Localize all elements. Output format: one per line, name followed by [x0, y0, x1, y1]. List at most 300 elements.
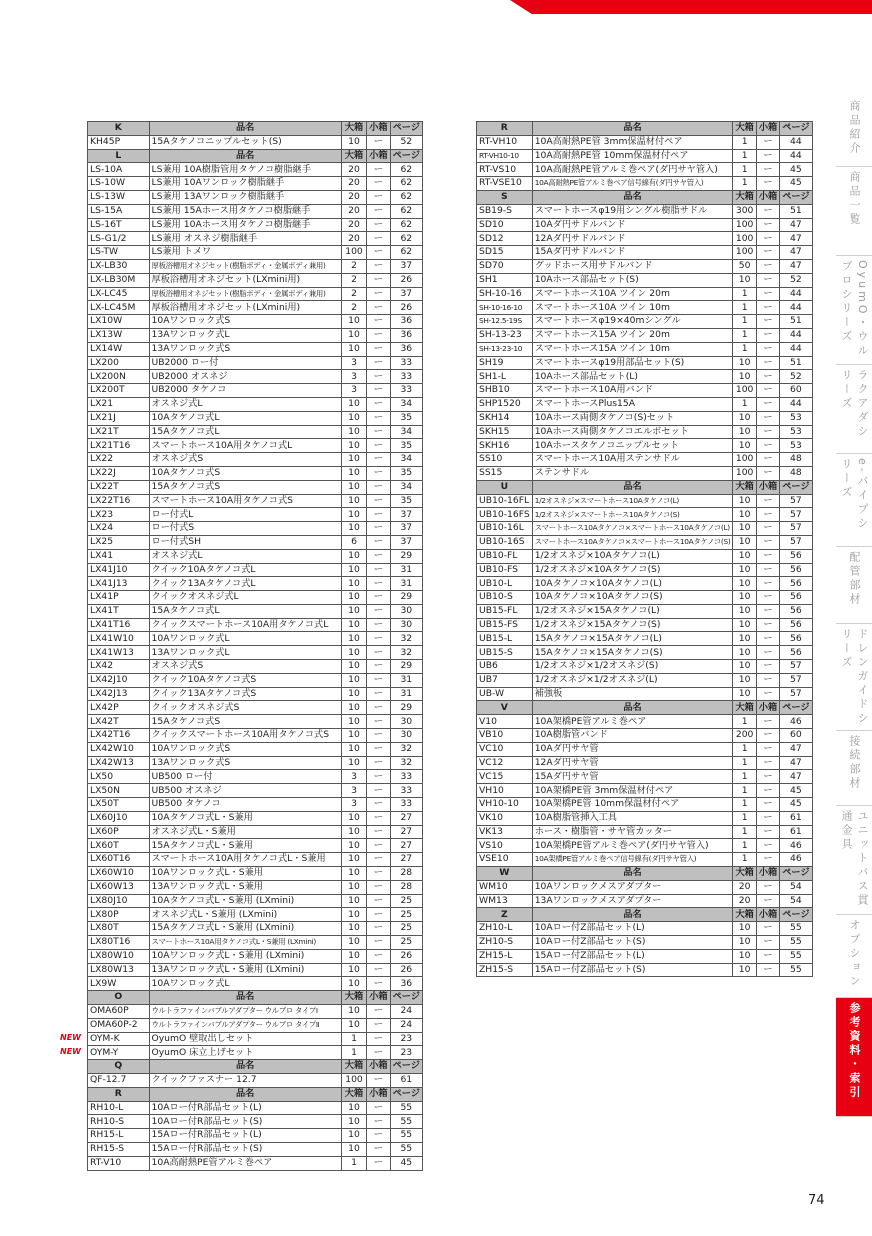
big-box-qty: 10 [341, 687, 366, 701]
page-ref: 57 [780, 494, 812, 508]
product-code: SH-13-23-10 [477, 342, 533, 356]
product-code: UB10-S [477, 591, 533, 605]
product-code: LX22T [88, 480, 150, 494]
page-ref: 54 [780, 894, 812, 908]
page-ref: 33 [390, 798, 422, 812]
product-name: オスネジ式S [149, 453, 341, 467]
product-name: UB500 ロー付 [149, 770, 341, 784]
page-ref: 57 [780, 522, 812, 536]
product-name: 10A高耐熱PE管アルミ巻ペア [149, 1156, 341, 1170]
big-box-qty: 100 [341, 1073, 366, 1087]
product-name: 10A架橋PE管 3mm保温材付ペア [532, 784, 733, 798]
product-name: クイック10Aタケノコ式L [149, 563, 341, 577]
product-code: UB15-FL [477, 604, 533, 618]
product-name: 10Aタケノコ式S [149, 466, 341, 480]
small-box-qty: ー [367, 1005, 390, 1019]
product-code: UB15-L [477, 632, 533, 646]
small-box-qty: ー [367, 549, 390, 563]
section-header-k [88, 122, 423, 136]
product-code: UB10-16L [477, 522, 533, 536]
product-code: UB7 [477, 673, 533, 687]
product-code: VB10 [477, 729, 533, 743]
big-box-qty: 10 [733, 508, 756, 522]
product-name: スマートホースφ19×40mシングル [532, 315, 733, 329]
product-name: LS兼用 トメワ [149, 246, 341, 260]
big-box-qty: 10 [341, 673, 366, 687]
big-box-qty: 10 [341, 425, 366, 439]
table-row [88, 549, 423, 563]
product-name: 10A架橋PE管アルミ巻ペア(ダ円サヤ管入) [532, 839, 733, 853]
product-name: 10Aダ円サドルバンド [532, 218, 733, 232]
side-tab[interactable] [836, 365, 872, 454]
product-name: OyumO 床立上げセット [149, 1046, 341, 1060]
page-ref: 32 [390, 742, 422, 756]
page-ref: 55 [390, 1129, 422, 1143]
product-name: 1/2オスネジ×10Aタケノコ(L) [532, 549, 733, 563]
page-ref: 56 [780, 549, 812, 563]
product-code: UB10-FL [477, 549, 533, 563]
column-header-big-box: 大箱 [341, 1087, 366, 1101]
table-row [477, 853, 813, 867]
side-tab[interactable] [836, 547, 872, 624]
side-tab-label: 商品一覧 [848, 171, 861, 227]
product-code: LX42J13 [88, 687, 150, 701]
big-box-qty: 1 [733, 742, 756, 756]
product-name: 12Aダ円サヤ管 [532, 756, 733, 770]
product-code: LS-16T [88, 218, 150, 232]
page-ref: 46 [780, 853, 812, 867]
product-code: LX60W13 [88, 880, 150, 894]
table-row [88, 1073, 423, 1087]
page-ref: 52 [780, 273, 812, 287]
product-name: 13Aワンロックメスアダプター [532, 894, 733, 908]
table-row [88, 1005, 423, 1019]
table-row [88, 908, 423, 922]
big-box-qty: 10 [341, 867, 366, 881]
page-ref: 47 [780, 756, 812, 770]
small-box-qty: ー [756, 577, 779, 591]
product-code: UB10-FS [477, 563, 533, 577]
big-box-qty: 100 [733, 218, 756, 232]
small-box-qty: ー [367, 660, 390, 674]
product-name: オスネジ式L・S兼用 (LXmini) [149, 908, 341, 922]
section-header-z [477, 908, 813, 922]
product-code: SH-13-23 [477, 328, 533, 342]
product-name: 15Aダ円サヤ管 [532, 770, 733, 784]
big-box-qty: 1 [341, 1156, 366, 1170]
big-box-qty: 20 [341, 190, 366, 204]
small-box-qty: ー [756, 177, 779, 191]
big-box-qty: 10 [341, 646, 366, 660]
product-code: LX-LC45M [88, 301, 150, 315]
column-header-big-box: 大箱 [733, 480, 756, 494]
big-box-qty: 10 [341, 1101, 366, 1115]
product-code: VK13 [477, 825, 533, 839]
product-name: 10Aホースタケノコニップルセット [532, 439, 733, 453]
big-box-qty: 10 [733, 370, 756, 384]
product-name: 10A高耐熱PE管 3mm保温材付ペア [532, 135, 733, 149]
column-header-name: 品名 [149, 1087, 341, 1101]
side-tab-label: ユニットバス貫通金具 [840, 810, 869, 908]
product-code: ZH10-S [477, 936, 533, 950]
product-name: クイック13Aタケノコ式S [149, 687, 341, 701]
table-row [88, 163, 423, 177]
page-ref: 44 [780, 301, 812, 315]
small-box-qty: ー [756, 825, 779, 839]
table-row [88, 1115, 423, 1129]
product-code: LS-G1/2 [88, 232, 150, 246]
big-box-qty: 10 [733, 632, 756, 646]
product-code: LX200N [88, 370, 150, 384]
side-tab[interactable] [836, 256, 872, 365]
product-code: LX80J10 [88, 894, 150, 908]
table-row [477, 273, 813, 287]
big-box-qty: 10 [341, 880, 366, 894]
product-code: LX23 [88, 508, 150, 522]
product-name: ロー付式S [149, 522, 341, 536]
page-ref: 34 [390, 453, 422, 467]
page-ref: 25 [390, 936, 422, 950]
big-box-qty: 10 [733, 494, 756, 508]
column-header-name: 品名 [532, 122, 733, 136]
small-box-qty: ー [367, 1115, 390, 1129]
table-row [88, 453, 423, 467]
page-ref: 44 [780, 135, 812, 149]
small-box-qty: ー [367, 328, 390, 342]
table-row [477, 259, 813, 273]
page-ref: 45 [390, 1156, 422, 1170]
page-ref: 31 [390, 577, 422, 591]
product-code: RT-VSE10 [477, 177, 533, 191]
big-box-qty: 20 [341, 177, 366, 191]
page-ref: 57 [780, 660, 812, 674]
side-tab-label: 参考資料・索引 [848, 1002, 861, 1100]
big-box-qty: 20 [341, 204, 366, 218]
big-box-qty: 20 [341, 232, 366, 246]
product-name: スマートホースφ19用シングル樹脂サドル [532, 204, 733, 218]
small-box-qty: ー [367, 232, 390, 246]
small-box-qty: ー [367, 770, 390, 784]
small-box-qty: ー [367, 632, 390, 646]
product-code: LX80T [88, 922, 150, 936]
product-name: スマートホース10A用タケノコ式L・S兼用 (LXmini) [149, 936, 341, 950]
product-code: LX21J [88, 411, 150, 425]
index-table-right [476, 121, 813, 977]
table-row [88, 1129, 423, 1143]
page-ref: 44 [780, 397, 812, 411]
table-row [88, 1018, 423, 1032]
product-code: LS-10W [88, 177, 150, 191]
big-box-qty: 10 [733, 604, 756, 618]
product-name: クイック10Aタケノコ式S [149, 673, 341, 687]
table-row [88, 439, 423, 453]
big-box-qty: 10 [341, 1142, 366, 1156]
product-code: WM13 [477, 894, 533, 908]
side-tab[interactable] [836, 167, 872, 256]
page-ref: 45 [780, 798, 812, 812]
table-row [88, 949, 423, 963]
product-name: クイックファスナー 12.7 [149, 1073, 341, 1087]
product-name: 10Aホース両側タケノコ(S)セット [532, 411, 733, 425]
column-header-name: 品名 [532, 701, 733, 715]
big-box-qty: 10 [341, 1115, 366, 1129]
big-box-qty: 10 [733, 356, 756, 370]
big-box-qty: 1 [733, 342, 756, 356]
big-box-qty: 1 [733, 756, 756, 770]
big-box-qty: 10 [341, 439, 366, 453]
small-box-qty: ー [756, 494, 779, 508]
product-name: UB500 タケノコ [149, 798, 341, 812]
small-box-qty: ー [756, 798, 779, 812]
table-row [88, 522, 423, 536]
product-code: VK10 [477, 811, 533, 825]
table-row [477, 149, 813, 163]
product-code: LX50T [88, 798, 150, 812]
page-ref: 52 [780, 370, 812, 384]
table-row [88, 177, 423, 191]
column-header-big-box: 大箱 [733, 122, 756, 136]
page-ref: 30 [390, 729, 422, 743]
product-name: 10Aロー付Z部品セット(L) [532, 922, 733, 936]
small-box-qty: ー [756, 273, 779, 287]
table-row [477, 770, 813, 784]
page-ref: 47 [780, 232, 812, 246]
product-code: SD10 [477, 218, 533, 232]
page-ref: 35 [390, 466, 422, 480]
big-box-qty: 3 [341, 798, 366, 812]
page-ref: 47 [780, 259, 812, 273]
small-box-qty: ー [756, 135, 779, 149]
page-ref: 54 [780, 880, 812, 894]
big-box-qty: 10 [733, 660, 756, 674]
product-name: 10Aワンロック式S [149, 315, 341, 329]
big-box-qty: 200 [733, 729, 756, 743]
page-ref: 56 [780, 604, 812, 618]
page-ref: 33 [390, 356, 422, 370]
table-row [88, 1156, 423, 1170]
big-box-qty: 10 [341, 936, 366, 950]
table-row [88, 867, 423, 881]
product-code: SH1 [477, 273, 533, 287]
table-row [88, 894, 423, 908]
column-header-name: 品名 [149, 991, 341, 1005]
table-row [88, 1046, 423, 1060]
product-code: SHP1520 [477, 397, 533, 411]
page-ref: 37 [390, 287, 422, 301]
product-code: LX41J13 [88, 577, 150, 591]
side-tab[interactable] [836, 454, 872, 547]
product-name: UB2000 オスネジ [149, 370, 341, 384]
page-ref: 56 [780, 563, 812, 577]
product-name: 10Aタケノコ×10Aタケノコ(L) [532, 577, 733, 591]
big-box-qty: 100 [733, 384, 756, 398]
small-box-qty: ー [756, 853, 779, 867]
table-row [477, 949, 813, 963]
table-row [88, 563, 423, 577]
column-header-big-box: 大箱 [733, 867, 756, 881]
side-tab[interactable] [836, 731, 872, 806]
big-box-qty: 10 [733, 577, 756, 591]
page-ref: 27 [390, 853, 422, 867]
big-box-qty: 10 [341, 756, 366, 770]
column-header-name: 品名 [149, 1060, 341, 1074]
page-ref: 46 [780, 839, 812, 853]
side-tab[interactable] [836, 624, 872, 731]
table-row [88, 701, 423, 715]
table-row [477, 246, 813, 260]
page-ref: 35 [390, 439, 422, 453]
small-box-qty: ー [367, 190, 390, 204]
product-name: ホース・樹脂管・サヤ管カッター [532, 825, 733, 839]
table-row [477, 563, 813, 577]
big-box-qty: 3 [341, 356, 366, 370]
product-code: V10 [477, 715, 533, 729]
product-name: ロー付式L [149, 508, 341, 522]
small-box-qty: ー [367, 867, 390, 881]
small-box-qty: ー [367, 163, 390, 177]
side-tab[interactable] [836, 998, 872, 1117]
small-box-qty: ー [756, 232, 779, 246]
small-box-qty: ー [367, 1018, 390, 1032]
big-box-qty: 10 [733, 936, 756, 950]
page-ref: 28 [390, 867, 422, 881]
product-code: RT-V10 [88, 1156, 150, 1170]
table-row [477, 618, 813, 632]
product-code: LX42T [88, 715, 150, 729]
product-code: VH10-10 [477, 798, 533, 812]
column-header-big-box: 大箱 [341, 991, 366, 1005]
page-ref: 60 [780, 384, 812, 398]
small-box-qty: ー [367, 301, 390, 315]
table-row [88, 770, 423, 784]
product-name: 厚板浴槽用オネジセット(LXmini用) [149, 301, 341, 315]
product-code: LX42J10 [88, 673, 150, 687]
side-tab[interactable] [836, 96, 872, 167]
small-box-qty: ー [367, 853, 390, 867]
big-box-qty: 10 [341, 342, 366, 356]
big-box-qty: 3 [341, 784, 366, 798]
product-code: OMA60P [88, 1005, 150, 1019]
page-ref: 57 [780, 687, 812, 701]
product-name: 15Aタケノコ式S [149, 715, 341, 729]
big-box-qty: 1 [733, 715, 756, 729]
big-box-qty: 10 [341, 618, 366, 632]
big-box-qty: 10 [341, 701, 366, 715]
product-name: 13Aワンロック式L [149, 646, 341, 660]
product-name: 13Aワンロック式S [149, 756, 341, 770]
product-name: 10Aロー付R部品セット(L) [149, 1101, 341, 1115]
small-box-qty: ー [367, 508, 390, 522]
column-header-page: ページ [390, 991, 422, 1005]
side-tab-label: ドレンガイドシリーズ [840, 628, 869, 726]
product-name: 10Aタケノコ式L [149, 411, 341, 425]
big-box-qty: 10 [341, 135, 366, 149]
small-box-qty: ー [367, 673, 390, 687]
page-ref: 31 [390, 687, 422, 701]
product-name: スマートホース10Aタケノコ×スマートホース10Aタケノコ(S) [532, 535, 733, 549]
big-box-qty: 20 [733, 894, 756, 908]
small-box-qty: ー [756, 784, 779, 798]
product-name: オスネジ式L・S兼用 [149, 825, 341, 839]
product-name: 10Aロー付R部品セット(S) [149, 1115, 341, 1129]
small-box-qty: ー [367, 397, 390, 411]
table-row [88, 480, 423, 494]
product-name: 13Aワンロック式L・S兼用 [149, 880, 341, 894]
product-code: SD70 [477, 259, 533, 273]
product-name: クイックオスネジ式L [149, 591, 341, 605]
small-box-qty: ー [367, 963, 390, 977]
product-code: LX24 [88, 522, 150, 536]
big-box-qty: 1 [733, 839, 756, 853]
column-header-page: ページ [390, 149, 422, 163]
product-code: LX22T16 [88, 494, 150, 508]
product-code: LX50 [88, 770, 150, 784]
product-name: クイック13Aタケノコ式L [149, 577, 341, 591]
page-ref: 53 [780, 411, 812, 425]
product-name: 10Aワンロック式L・S兼用 (LXmini) [149, 949, 341, 963]
product-name: 15Aタケノコニップルセット(S) [149, 135, 341, 149]
page-ref: 35 [390, 494, 422, 508]
table-row [88, 246, 423, 260]
table-row [88, 825, 423, 839]
table-row [477, 466, 813, 480]
small-box-qty: ー [756, 204, 779, 218]
big-box-qty: 1 [733, 853, 756, 867]
product-name: 10Aワンロック式L [149, 632, 341, 646]
page-ref: 62 [390, 204, 422, 218]
page-ref: 23 [390, 1032, 422, 1046]
product-name: オスネジ式L [149, 397, 341, 411]
table-row [477, 315, 813, 329]
product-code: RH10-S [88, 1115, 150, 1129]
side-tab-label: 接続部材 [848, 735, 861, 791]
big-box-qty: 10 [733, 439, 756, 453]
product-name: 10Aタケノコ式L・S兼用 [149, 811, 341, 825]
product-code: LX-LB30M [88, 273, 150, 287]
big-box-qty: 2 [341, 287, 366, 301]
new-badge: NEW [60, 1033, 81, 1043]
small-box-qty: ー [367, 425, 390, 439]
table-row [477, 756, 813, 770]
product-code: LX41T [88, 604, 150, 618]
small-box-qty: ー [367, 342, 390, 356]
small-box-qty: ー [756, 315, 779, 329]
page-ref: 36 [390, 977, 422, 991]
small-box-qty: ー [756, 328, 779, 342]
page-ref: 55 [780, 922, 812, 936]
product-name: 10Aダ円サヤ管 [532, 742, 733, 756]
table-row [88, 218, 423, 232]
index-table-left [87, 121, 423, 1171]
side-tab[interactable] [836, 806, 872, 915]
table-row [477, 604, 813, 618]
page-ref: 33 [390, 384, 422, 398]
small-box-qty: ー [367, 1101, 390, 1115]
small-box-qty: ー [367, 535, 390, 549]
table-row [477, 301, 813, 315]
product-code: LX41W10 [88, 632, 150, 646]
column-header-small-box: 小箱 [367, 149, 390, 163]
big-box-qty: 10 [341, 825, 366, 839]
table-row [477, 922, 813, 936]
page-ref: 47 [780, 770, 812, 784]
side-tab[interactable] [836, 915, 872, 998]
small-box-qty: ー [367, 908, 390, 922]
small-box-qty: ー [367, 453, 390, 467]
product-name: 10Aタケノコ式L・S兼用 (LXmini) [149, 894, 341, 908]
product-name: スマートホースφ19用部品セット(S) [532, 356, 733, 370]
page-ref: 37 [390, 522, 422, 536]
